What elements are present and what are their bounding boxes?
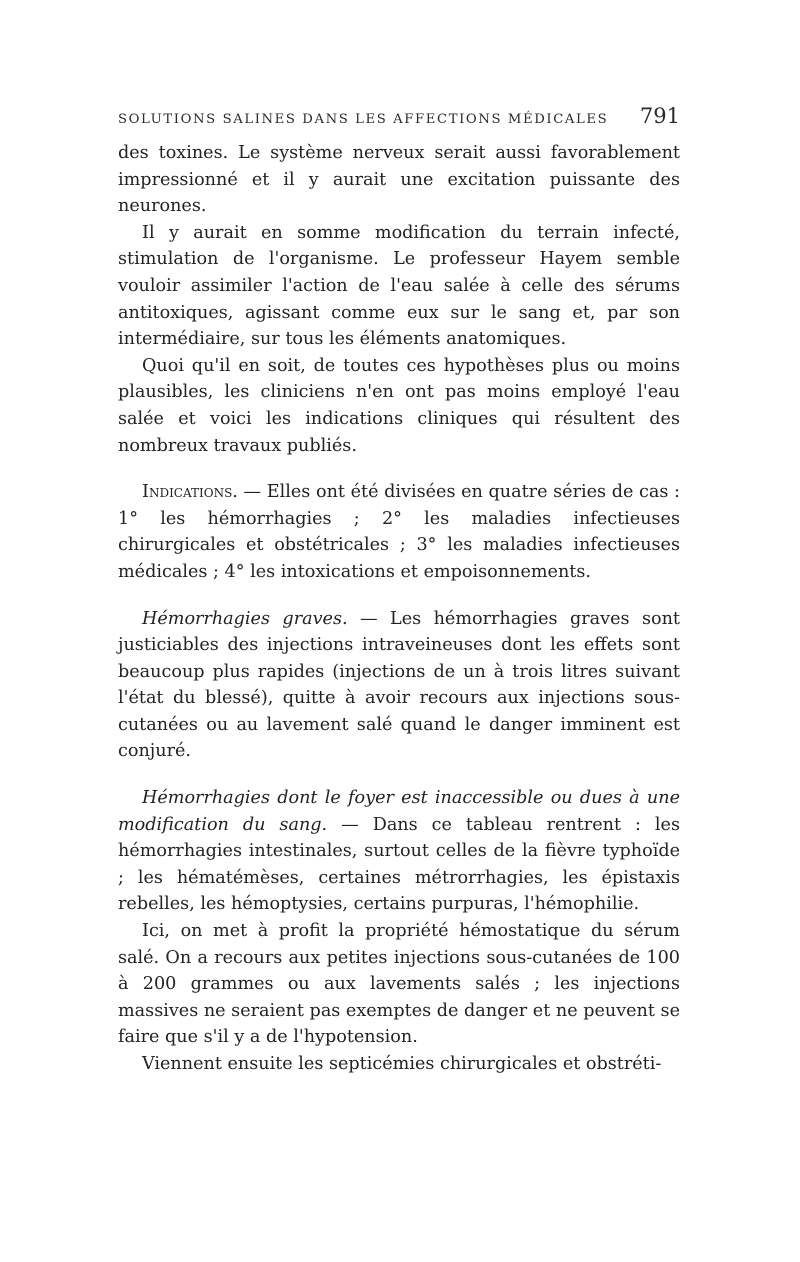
- hemorrhagies-foyer-heading: Hémorrhagies dont le foyer est inaccessible ou dues à une modification du sang.: [118, 788, 680, 835]
- hemorrhagies-foyer-text: — Dans ce tableau rentrent : les hémorrhagies intestinales, surtout celles de la fièvre typhoïde ; les hématémèses, certaines métrorrhagies, les épistaxis rebelles, les hémoptysies, certains purpuras, l'hémophilie.: [118, 814, 680, 915]
- section-gap: [118, 459, 680, 479]
- page-number: 791: [639, 104, 680, 128]
- paragraph-hemorrhagies-graves: [118, 606, 680, 766]
- paragraph-3: Quoi qu'il en soit, de toutes ces hypothèses plus ou moins plausibles, les cliniciens n'en ont pas moins employé l'eau salée et voici les indications cliniques qui résultent des nombreux travaux publiés.: [118, 355, 680, 456]
- section-gap: [118, 586, 680, 606]
- paragraph-ici: Ici, on met à profit la propriété hémostatique du sérum salé. On a recours aux petites injections sous-cutanées de 100 à 200 grammes ou aux lavements salés ; les injections massives ne seraient pas exemptes de danger et ne peuvent se faire que s'il y a de l'hypotension.: [118, 921, 680, 1048]
- indications-heading: Indications.: [142, 482, 238, 503]
- paragraph-indications: [118, 479, 680, 585]
- hemorrhagies-graves-heading: Hémorrhagies graves.: [142, 608, 348, 629]
- paragraph-1: des toxines. Le système nerveux serait aussi favorablement impressionné et il y aurait une excitation puissante des neurones.: [118, 143, 680, 217]
- hemorrhagies-graves-text: — Les hémorrhagies graves sont justiciables des injections intraveineuses dont les effets sont beaucoup plus rapides (injections de un à trois litres suivant l'état du blessé), quitte à avoir recours aux injections sous-cutanées ou au lavement salé quand le danger imminent est conjuré.: [118, 608, 680, 762]
- section-gap: [118, 765, 680, 785]
- paragraph-2: Il y aurait en somme modification du terrain infecté, stimulation de l'organisme. Le professeur Hayem semble vouloir assimiler l'action de l'eau salée à celle des sérums antitoxiques, agissant comme eux sur le sang et, par son intermédiaire, sur tous les éléments anatomiques.: [118, 222, 680, 350]
- book-page: [118, 104, 680, 1078]
- page-header: [118, 104, 680, 140]
- paragraph-viennent: Viennent ensuite les septicémies chirurgicales et obstréti-: [142, 1054, 662, 1074]
- paragraph-hemorrhagies-foyer: [118, 785, 680, 918]
- running-head: SOLUTIONS SALINES DANS LES AFFECTIONS MÉDICALES: [118, 112, 609, 127]
- indications-text: — Elles ont été divisées en quatre séries de cas : 1° les hémorrhagies ; 2° les maladies infectieuses chirurgicales et obstétricales ; 3° les maladies infectieuses médicales ; 4° les intoxications et empoisonnements.: [118, 482, 680, 582]
